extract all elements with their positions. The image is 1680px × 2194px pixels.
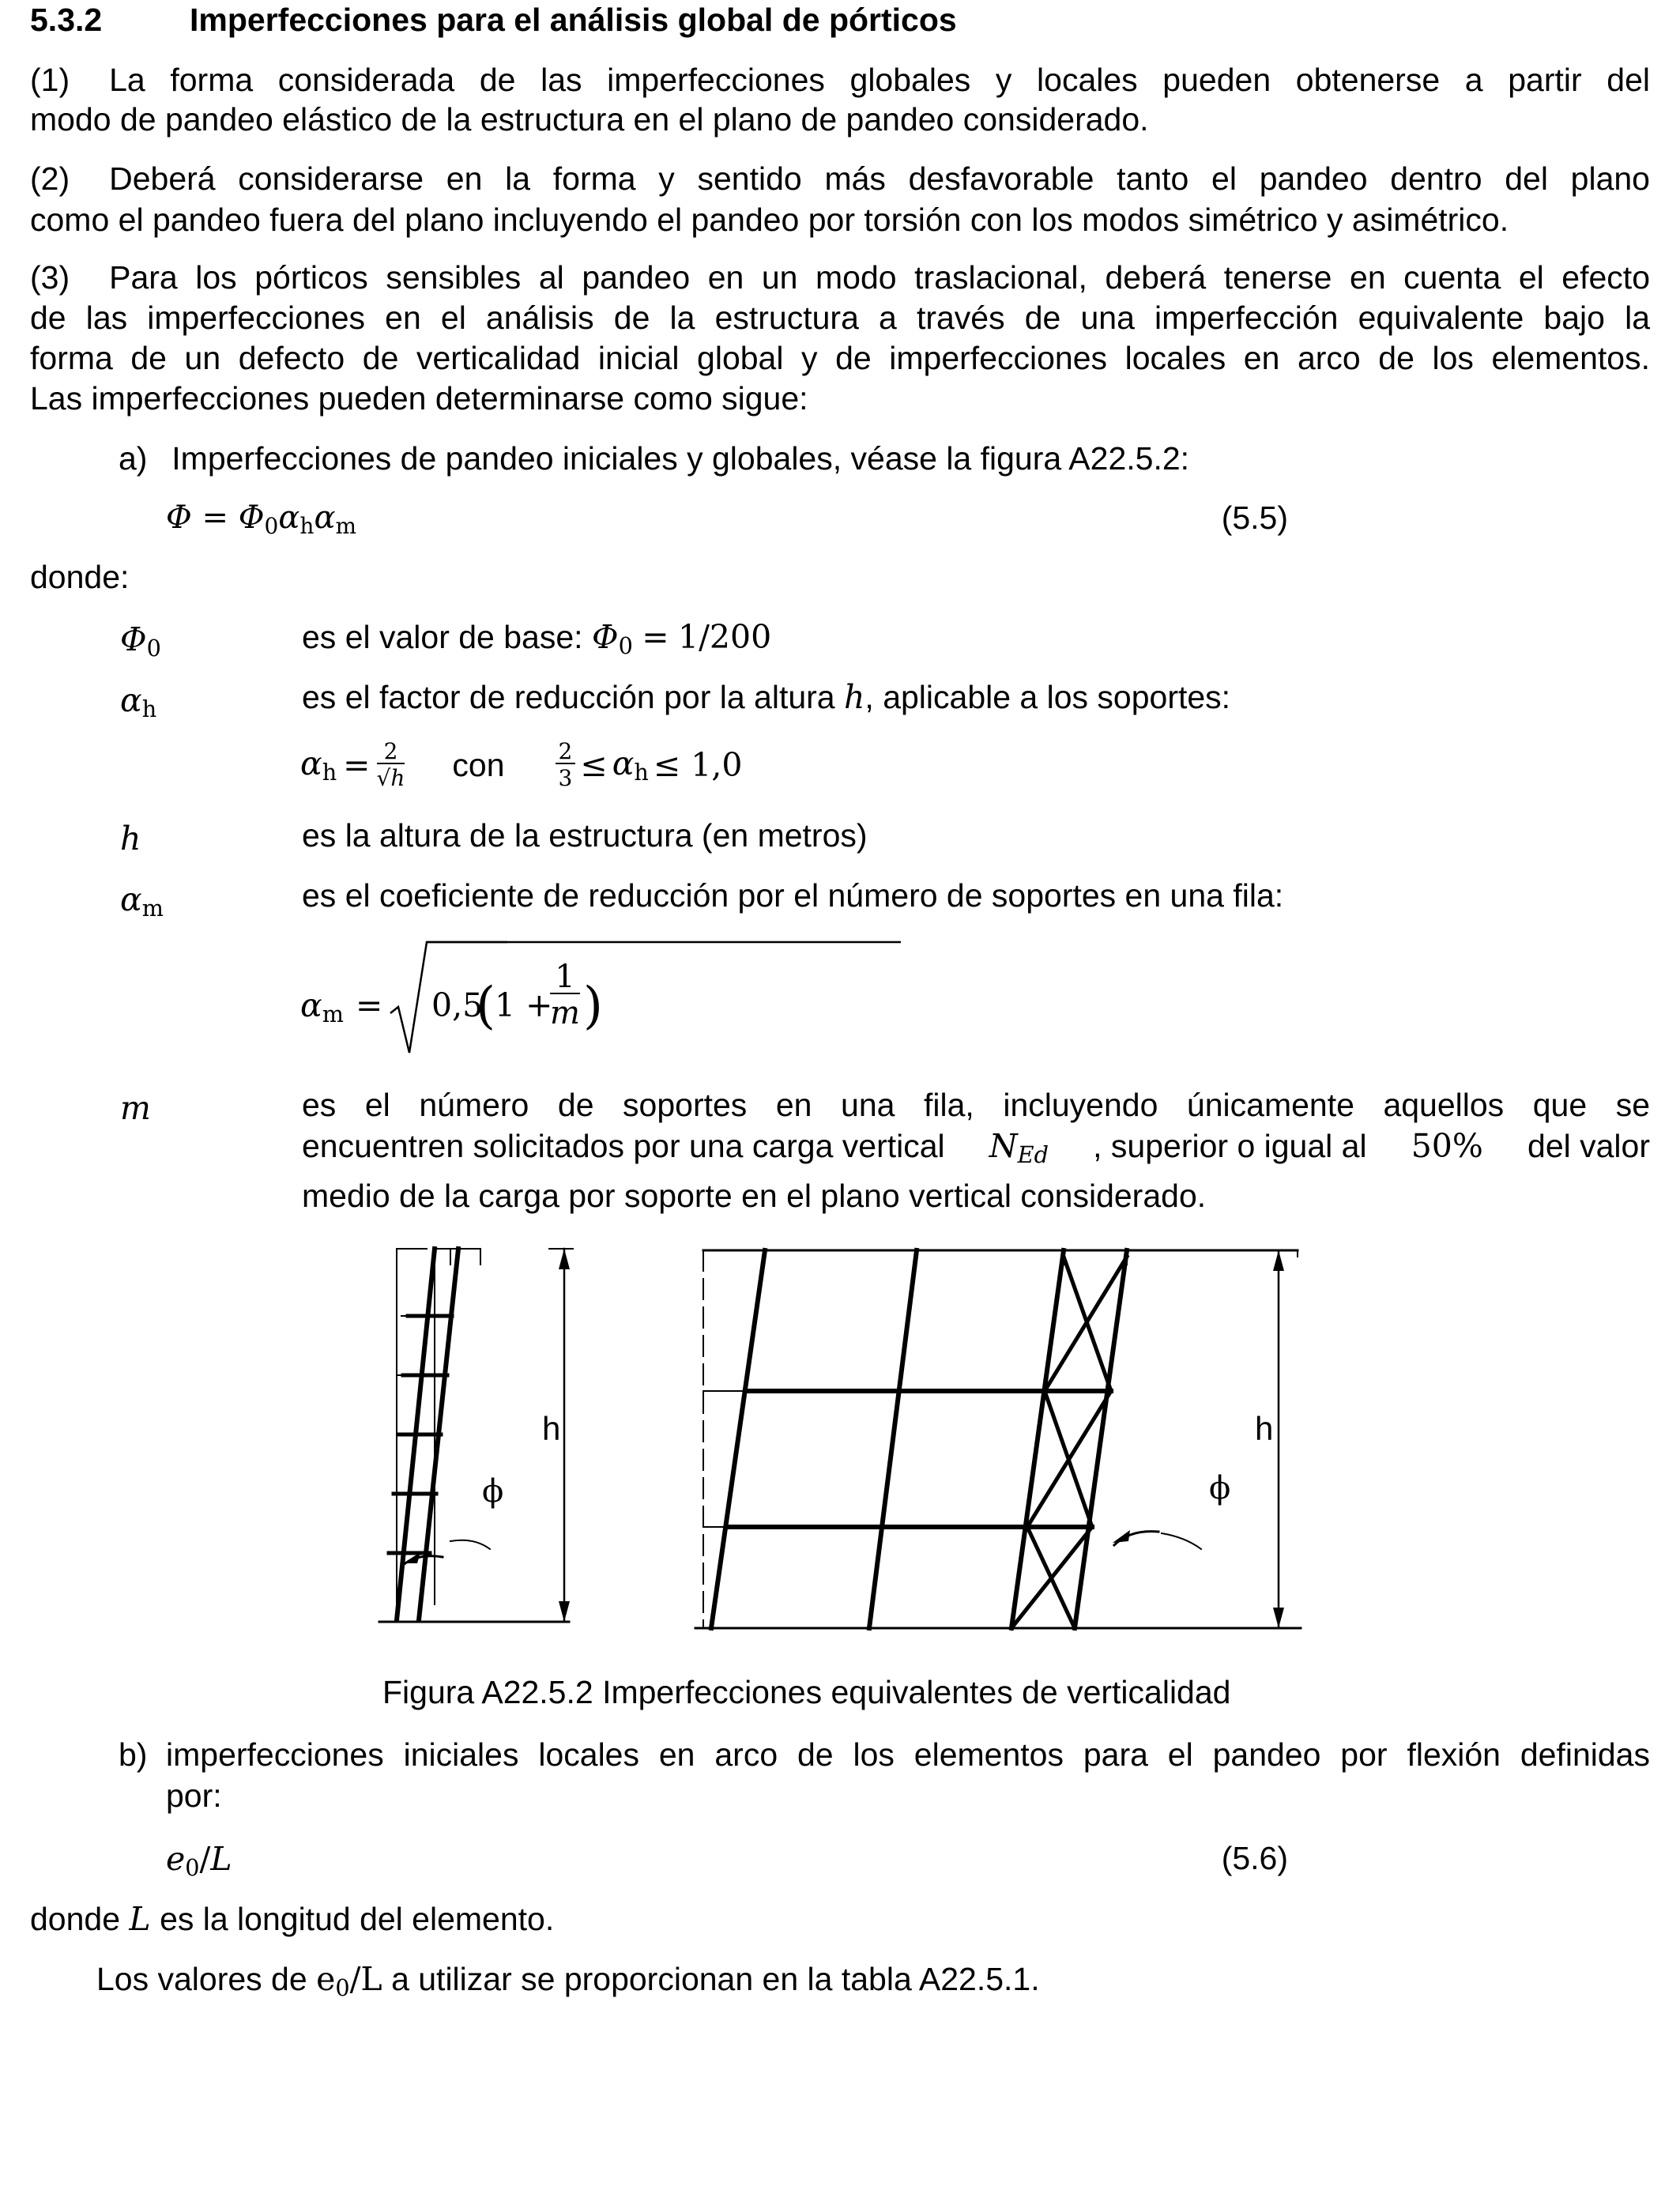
item-text: imperfecciones iniciales locales en arco de los elementos para el pandeo por flexión definidas — [166, 1736, 1650, 1773]
figure-label-phi-left: ϕ — [482, 1473, 504, 1510]
equation-5-5: $\Phi = \Phi_0\alpha_h\alpha_m$ — [166, 499, 357, 539]
donde-text: donde — [30, 1901, 121, 1937]
definition-text: , aplicable a los soportes: — [864, 679, 1231, 715]
final-sentence: Los valores de $e_0/L$ a utilizar se proporcionan en la tabla A22.5.1. — [96, 1960, 1040, 2002]
section-number: 5.3.2 — [30, 2, 103, 38]
paragraph-1 — [30, 60, 1650, 139]
paragraph-number: (2) — [30, 160, 70, 197]
paragraph-2 — [30, 158, 1650, 240]
paragraph-3 — [30, 258, 1650, 419]
alpha-m-formula: $\alpha_m$ = 0,5 ( 1 + $\frac{1}{m}$ ) — [300, 934, 616, 1061]
definition-text: es el número de soportes en una fila, incluyendo únicamente aquellos que se — [302, 1087, 1650, 1123]
paragraph-text: modo de pandeo elástico de la estructura en el plano de pandeo considerado. — [30, 101, 1149, 138]
item-text: por: — [166, 1777, 222, 1814]
definition-text: encuentren solicitados por una carga vertical — [302, 1128, 945, 1164]
symbol-m: m — [120, 1089, 151, 1127]
sentence-text: a utilizar se proporcionan en la tabla A22.5.1. — [391, 1961, 1040, 1997]
definition-m: es el número de soportes en una fila, incluyendo únicamente aquellos que se encuentren solicitados por una carga vertical $N_{Ed}$ , superior o igual al 50% del valor medio de la carga por soporte en el plano vertical considerado. — [302, 1084, 1650, 1216]
definition-alpha-m: es el coeficiente de reducción por el número de soportes en una fila: — [302, 877, 1284, 914]
definition-text: es el valor de base: — [302, 619, 583, 655]
figure-label-h-left: h — [542, 1410, 561, 1447]
donde-label: donde: — [30, 559, 130, 595]
phi0-value: 1/200 — [678, 618, 772, 656]
equation-5-6: $e_0/L$ — [166, 1840, 232, 1882]
paragraph-text: Para los pórticos sensibles al pandeo en un modo traslacional, deberá tenerse en cuenta el efecto — [109, 259, 1650, 296]
item-label: a) — [119, 440, 148, 477]
paragraph-number: (3) — [30, 259, 70, 296]
item-label: b) — [119, 1736, 148, 1773]
alpha-h-range: ≤ 1,0 — [653, 746, 743, 784]
section-title: Imperfecciones para el análisis global de pórticos — [190, 2, 957, 38]
symbol-alpha-h: $\alpha_h$ — [120, 681, 157, 723]
figure-label-h-right: h — [1255, 1410, 1274, 1447]
symbol-h: h — [120, 820, 141, 858]
right-frame — [695, 1250, 1301, 1628]
equation-number-5-6: (5.6) — [1221, 1840, 1288, 1876]
paragraph-text: Las imperfecciones pueden determinarse como sigue: — [30, 380, 808, 417]
sentence-text: Los valores de — [96, 1961, 307, 1997]
sqrt-bar — [427, 941, 901, 944]
definition-alpha-h: es el factor de reducción por la altura h, aplicable a los soportes: — [302, 678, 1231, 716]
alpha-m-constant: 0,5 — [431, 986, 484, 1024]
symbol-phi0: $\Phi_0$ — [120, 620, 161, 662]
definition-text: , superior o igual al — [1093, 1128, 1367, 1164]
definition-text: medio de la carga por soporte en el plano vertical considerado. — [302, 1178, 1207, 1215]
paragraph-text: forma de un defecto de verticalidad inicial global y de imperfecciones locales en arco de los elementos. — [30, 340, 1650, 376]
donde-text: es la longitud del elemento. — [160, 1901, 555, 1937]
paragraph-text: La forma considerada de las imperfecciones globales y locales pueden obtenerse a partir del — [109, 62, 1650, 98]
donde-L: donde L es la longitud del elemento. — [30, 1900, 555, 1938]
definition-phi0: es el valor de base: $\Phi_0 = 1/200$ — [302, 618, 772, 660]
paragraph-number: (1) — [30, 62, 70, 98]
item-text: Imperfecciones de pandeo iniciales y globales, véase la figura A22.5.2: — [171, 440, 1190, 477]
percent-value: 50% — [1411, 1127, 1483, 1165]
figure-caption: Figura A22.5.2 Imperfecciones equivalentes de verticalidad — [382, 1674, 1231, 1710]
figure-label-phi-right: ϕ — [1209, 1470, 1231, 1506]
section-heading — [30, 2, 957, 39]
con-label: con — [452, 746, 505, 783]
symbol-alpha-m: $\alpha_m$ — [120, 880, 164, 922]
definition-h: es la altura de la estructura (en metros) — [302, 817, 868, 854]
paragraph-text: como el pandeo fuera del plano incluyendo el pandeo por torsión con los modos simétrico y asimétrico. — [30, 202, 1509, 238]
item-b — [119, 1734, 1650, 1816]
definition-text: es el factor de reducción por la altura — [302, 679, 835, 715]
item-a — [119, 440, 1189, 477]
alpha-h-formula: $\alpha_h$ = $\frac{2}{√h}$ con $\frac{2}{3}$ ≤ $\alpha_h$ ≤ 1,0 — [300, 738, 743, 791]
figure-imperfecciones — [371, 1233, 1304, 1636]
equation-number-5-5: (5.5) — [1221, 499, 1288, 536]
definition-text: del valor — [1527, 1128, 1650, 1164]
paragraph-text: Deberá considerarse en la forma y sentido más desfavorable tanto el pandeo dentro del plano — [109, 160, 1650, 197]
paragraph-text: de las imperfecciones en el análisis de la estructura a través de una imperfección equivalente bajo la — [30, 300, 1650, 336]
